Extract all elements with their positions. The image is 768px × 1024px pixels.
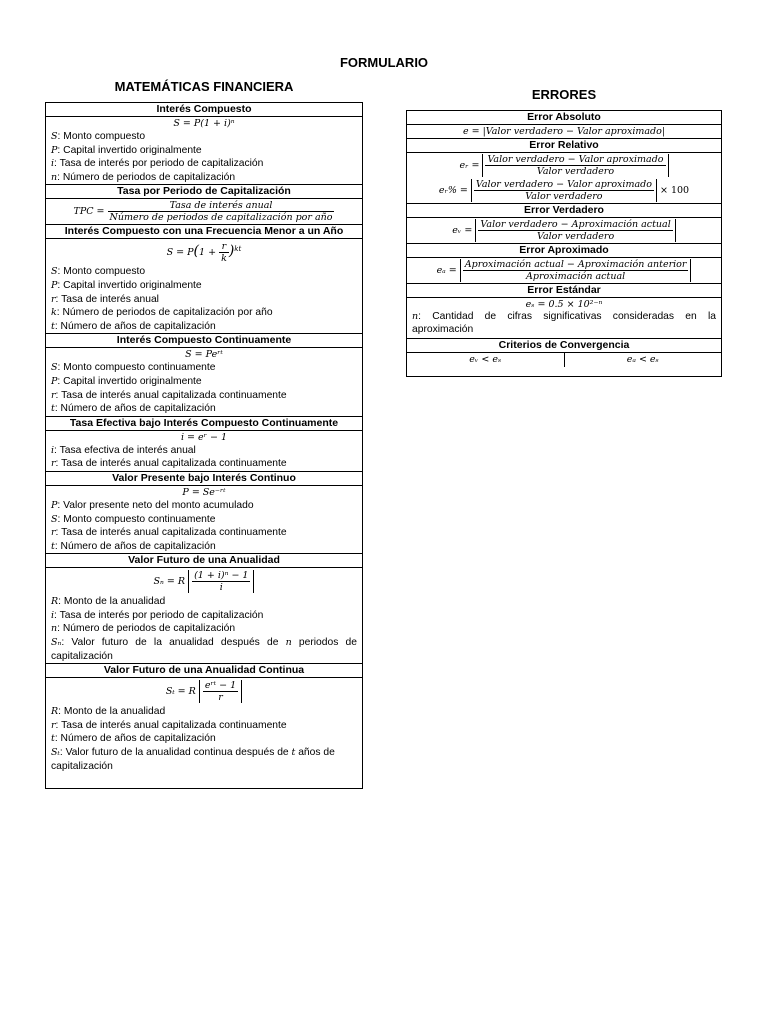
section-header: Interés Compuesto con una Frecuencia Menor a un Año: [46, 225, 362, 239]
definition: n: Número de periodos de capitalización: [46, 171, 362, 186]
definition: t: Número de años de capitalización: [46, 320, 362, 335]
definition: R: Monto de la anualidad: [51, 596, 166, 608]
definition: P: Capital invertido originalmente: [51, 279, 202, 291]
section-header: Valor Futuro de una Anualidad Continua: [46, 664, 362, 678]
criterion-approx-error: eₐ < eₛ: [564, 353, 722, 367]
definition: t: Número de años de capitalización: [46, 402, 362, 417]
finance-formula-box: [45, 102, 363, 789]
formula: eᵣ% = $\frac{\text{Valor verdadero − Valor aproximado}}{\text{Valor verdadero}}$ × 100: [407, 178, 721, 204]
section-header: Error Verdadero: [407, 204, 721, 218]
section-header: Valor Presente bajo Interés Continuo: [46, 472, 362, 486]
formula: e = |Valor verdadero − Valor aproximado|: [407, 125, 721, 139]
definition: P: Capital invertido originalmente: [51, 144, 202, 156]
section-header: Valor Futuro de una Anualidad: [46, 554, 362, 568]
definition: r: Tasa de interés anual capitalizada continuamente: [51, 389, 287, 401]
definition: t: Número de años de capitalización: [46, 540, 362, 555]
definition: n: Cantidad de cifras significativas consideradas en la aproximación: [407, 311, 721, 339]
definition: S: Monto compuesto: [51, 266, 146, 278]
definition: S: Monto compuesto continuamente: [51, 513, 216, 525]
formula: S = P(1 + i)ⁿ: [173, 118, 235, 129]
formula: i = eʳ − 1: [180, 431, 227, 443]
definition: i: Tasa efectiva de interés anual: [51, 444, 196, 456]
section-header: Criterios de Convergencia: [498, 339, 630, 351]
formula: S = Peʳᵗ: [185, 349, 223, 361]
definition: S: Monto compuesto continuamente: [51, 362, 216, 374]
definition: i: Tasa de interés por periodo de capitalización: [51, 158, 264, 170]
convergence-criteria-row: [407, 352, 721, 367]
formula: Sₙ = R $\frac{\text{(1 + i)ⁿ − 1}}{i}$: [46, 568, 362, 595]
section-header: Error Estándar: [407, 284, 721, 298]
formula: TPC = $\frac{\text{Tasa de interés anual}}{\text{Número de periodos de capitalización por año}}$: [46, 199, 362, 225]
definition: i: Tasa de interés por periodo de capitalización: [51, 609, 264, 621]
section-header: Error Aproximado: [407, 244, 721, 258]
definition: S: Monto compuesto: [51, 131, 146, 142]
section-header: Error Absoluto: [407, 111, 721, 125]
formula: P = Se⁻ʳᵗ: [182, 486, 226, 498]
section-header: Tasa Efectiva bajo Interés Compuesto Continuamente: [46, 417, 362, 431]
definition: P: Capital invertido originalmente: [51, 375, 202, 387]
definition: R: Monto de la anualidad: [51, 706, 166, 718]
definition: n: Número de periodos de capitalización: [51, 623, 236, 635]
definition: t: Número de años de capitalización: [51, 733, 216, 745]
formula: eₛ = 0.5 × 10²⁻ⁿ: [525, 299, 603, 310]
formula: eₐ = $\frac{\text{Aproximación actual − Aproximación anterior}}{\text{Aproximación actual}}$: [407, 258, 721, 284]
formula: eᵣ = $\frac{\text{Valor verdadero − Valor aproximado}}{\text{Valor verdadero}}$: [407, 153, 721, 178]
formula: Sₜ = R $\frac{\text{eʳᵗ − 1}}{r}$: [46, 678, 362, 705]
formula: eᵥ = $\frac{\text{Valor verdadero − Aproximación actual}}{\text{Valor verdadero}}$: [407, 218, 721, 244]
definition: Sₜ: Valor futuro de la anualidad continua después de t años de capitalización: [51, 747, 335, 772]
section-header: Tasa por Periodo de Capitalización: [46, 185, 362, 199]
definition: r: Tasa de interés anual capitalizada continuamente: [51, 527, 287, 539]
formula: S = P(1 + $\frac{r}{k}$ )$^{kt}$: [166, 241, 242, 265]
section-header: Interés Compuesto Continuamente: [46, 334, 362, 348]
definition: k: Número de periodos de capitalización por año: [51, 307, 273, 319]
section-header: Interés Compuesto: [46, 103, 362, 117]
definition: r: Tasa de interés anual capitalizada continuamente: [46, 457, 362, 472]
definition: r: Tasa de interés anual: [51, 293, 159, 305]
page-title: FORMULARIO: [339, 55, 429, 70]
criterion-true-error: eᵥ < eₛ: [469, 354, 502, 365]
definition: Sₙ: Valor futuro de la anualidad después de n periodos de capitalización: [46, 636, 362, 664]
errors-heading: ERRORES: [531, 87, 597, 102]
definition: P: Valor presente neto del monto acumulado: [51, 499, 254, 511]
errors-formula-box: [406, 110, 722, 377]
finance-heading: MATEMÁTICAS FINANCIERA: [114, 79, 294, 94]
section-header: Error Relativo: [407, 139, 721, 153]
definition: r: Tasa de interés anual capitalizada continuamente: [51, 719, 287, 731]
